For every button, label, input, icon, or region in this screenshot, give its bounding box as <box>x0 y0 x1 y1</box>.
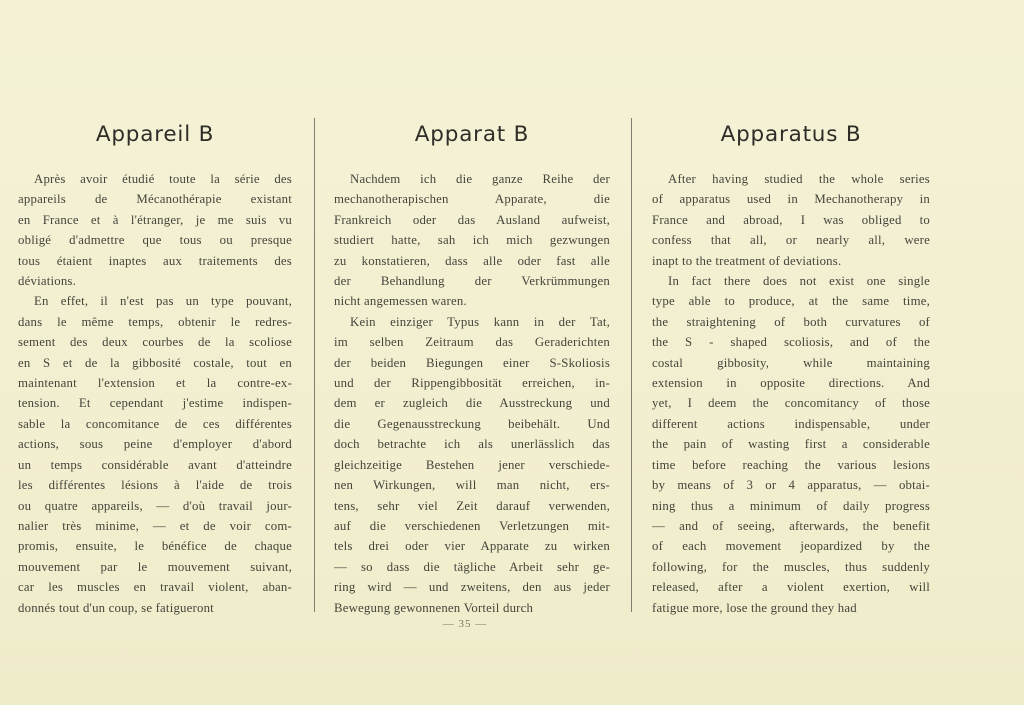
text-line: und der Rippengibbosität erreichen, in- <box>334 376 610 391</box>
text-line: ou quatre appareils, — d'où travail jour- <box>18 498 292 513</box>
text-line: costal gibbosity, while maintaining <box>652 355 930 370</box>
text-line: of apparatus used in Mechanotherapy in <box>652 192 930 207</box>
paragraph <box>18 169 292 291</box>
text-line: déviations. <box>18 274 76 289</box>
text-line: ring wird — und zweitens, den aus jeder <box>334 580 610 595</box>
column-heading-german: Apparat B <box>414 122 530 147</box>
paragraph <box>334 169 610 312</box>
text-line: tens, sehr viel Zeit darauf verwenden, <box>334 498 610 513</box>
column-body-french <box>18 169 292 618</box>
text-line: inapt to the treatment of deviations. <box>652 253 842 268</box>
text-line: der beiden Biegungen einer S-Skoliosis <box>334 355 610 370</box>
text-line: gleichzeitige Bestehen jener verschiede- <box>334 457 610 472</box>
text-line: im selben Zeitraum das Geraderichten <box>334 335 610 350</box>
text-line: donnés tout d'un coup, se fatigueront <box>18 600 214 615</box>
text-line: ning thus a minimum of daily progress <box>652 498 930 513</box>
text-line: the S - shaped scoliosis, and of the <box>652 335 930 350</box>
text-line: type able to produce, at the same time, <box>652 294 930 309</box>
text-line: studiert hatte, sah ich mich gezwungen <box>334 233 610 248</box>
text-line: mechanotherapischen Apparate, die <box>334 192 610 207</box>
text-line: the pain of wasting first a considerable <box>652 437 930 452</box>
text-line: fatigue more, lose the ground they had <box>652 600 857 615</box>
text-line: nen Wirkungen, will man nicht, ers- <box>334 478 610 493</box>
text-line: en France et à l'étranger, je me suis vu <box>18 212 292 227</box>
text-line: following, for the muscles, thus suddenly <box>652 559 930 574</box>
column-french <box>18 118 292 615</box>
text-line: nalier très minime, — et de voir com- <box>18 518 292 533</box>
paragraph <box>652 169 930 271</box>
text-line: obligé d'admettre que tous ou presque <box>18 233 292 248</box>
column-body-german <box>334 169 610 618</box>
text-line: tension. Et cependant j'estime indispen- <box>18 396 292 411</box>
text-line: der Behandlung der Verkrümmungen <box>334 274 610 289</box>
text-line: car les muscles en travail violent, aban- <box>18 580 292 595</box>
text-line: extension in opposite directions. And <box>652 376 930 391</box>
text-line: actions, sous peine d'employer d'abord <box>18 437 292 452</box>
text-line: tous étaient inaptes aux traitements des <box>18 253 292 268</box>
text-line: sable la concomitance de ces différentes <box>18 416 292 431</box>
paragraph <box>18 291 292 618</box>
text-line: Après avoir étudié toute la série des <box>34 172 292 186</box>
column-body-english <box>652 169 930 618</box>
text-line: yet, I deem the concomitancy of those <box>652 396 930 411</box>
text-line: — so dass die tägliche Arbeit sehr ge- <box>334 559 610 574</box>
text-line: dans le même temps, obtenir le redres- <box>18 314 292 329</box>
text-line: released, after a violent exertion, will <box>652 580 930 595</box>
text-line: un temps considérable avant d'atteindre <box>18 457 292 472</box>
text-line: different actions indispensable, under <box>652 416 930 431</box>
text-line: maintenant l'extension et la contre-ex- <box>18 376 292 391</box>
text-line: dem er zugleich die Ausstreckung und <box>334 396 610 411</box>
text-line: France and abroad, I was obliged to <box>652 212 930 227</box>
text-line: After having studied the whole series <box>668 172 930 186</box>
column-german <box>334 118 610 615</box>
text-line: promis, ensuite, le bénéfice de chaque <box>18 539 292 554</box>
text-line: confess that all, or nearly all, were <box>652 233 930 248</box>
text-line: zu konstatieren, dass alle oder fast alle <box>334 253 610 268</box>
text-line: doch betrachte ich als unerlässlich das <box>334 437 610 452</box>
paragraph <box>334 312 610 618</box>
text-line: time before reaching the various lesions <box>652 457 930 472</box>
text-line: en S et de la gibbosité costale, tout en <box>18 355 292 370</box>
text-line: die Gegenausstreckung beibehält. Und <box>334 416 610 431</box>
text-line: the straightening of both curvatures of <box>652 314 930 329</box>
column-heading-french: Appareil B <box>95 122 215 147</box>
text-line: Frankreich oder das Ausland aufweist, <box>334 212 610 227</box>
text-line: les différentes lésions à l'aide de trois <box>18 478 292 493</box>
paragraph <box>652 271 930 618</box>
text-line: En effet, il n'est pas un type pouvant, <box>34 294 292 309</box>
text-line: sement des deux courbes de la scoliose <box>18 335 292 350</box>
text-line: mouvement par le mouvement suivant, <box>18 559 292 574</box>
text-line: of each movement jeopardized by the <box>652 539 930 554</box>
text-line: Nachdem ich die ganze Reihe der <box>350 172 610 186</box>
column-heading-english: Apparatus B <box>720 122 862 147</box>
text-line: Kein einziger Typus kann in der Tat, <box>350 314 610 329</box>
text-line: — and of seeing, afterwards, the benefit <box>652 518 930 533</box>
text-line: appareils de Mécanothérapie existant <box>18 192 292 207</box>
text-line: In fact there does not exist one single <box>668 274 930 289</box>
column-divider <box>314 118 315 612</box>
column-english <box>652 118 930 615</box>
text-line: by means of 3 or 4 apparatus, — obtai- <box>652 478 930 493</box>
page-number: — 35 — <box>442 618 488 630</box>
text-line: auf die verschiedenen Verletzungen mit- <box>334 518 610 533</box>
text-line: tels drei oder vier Apparate zu wirken <box>334 539 610 554</box>
text-line: Bewegung gewonnenen Vorteil durch <box>334 600 534 615</box>
column-divider <box>631 118 632 612</box>
text-line: nicht angemessen waren. <box>334 294 467 309</box>
